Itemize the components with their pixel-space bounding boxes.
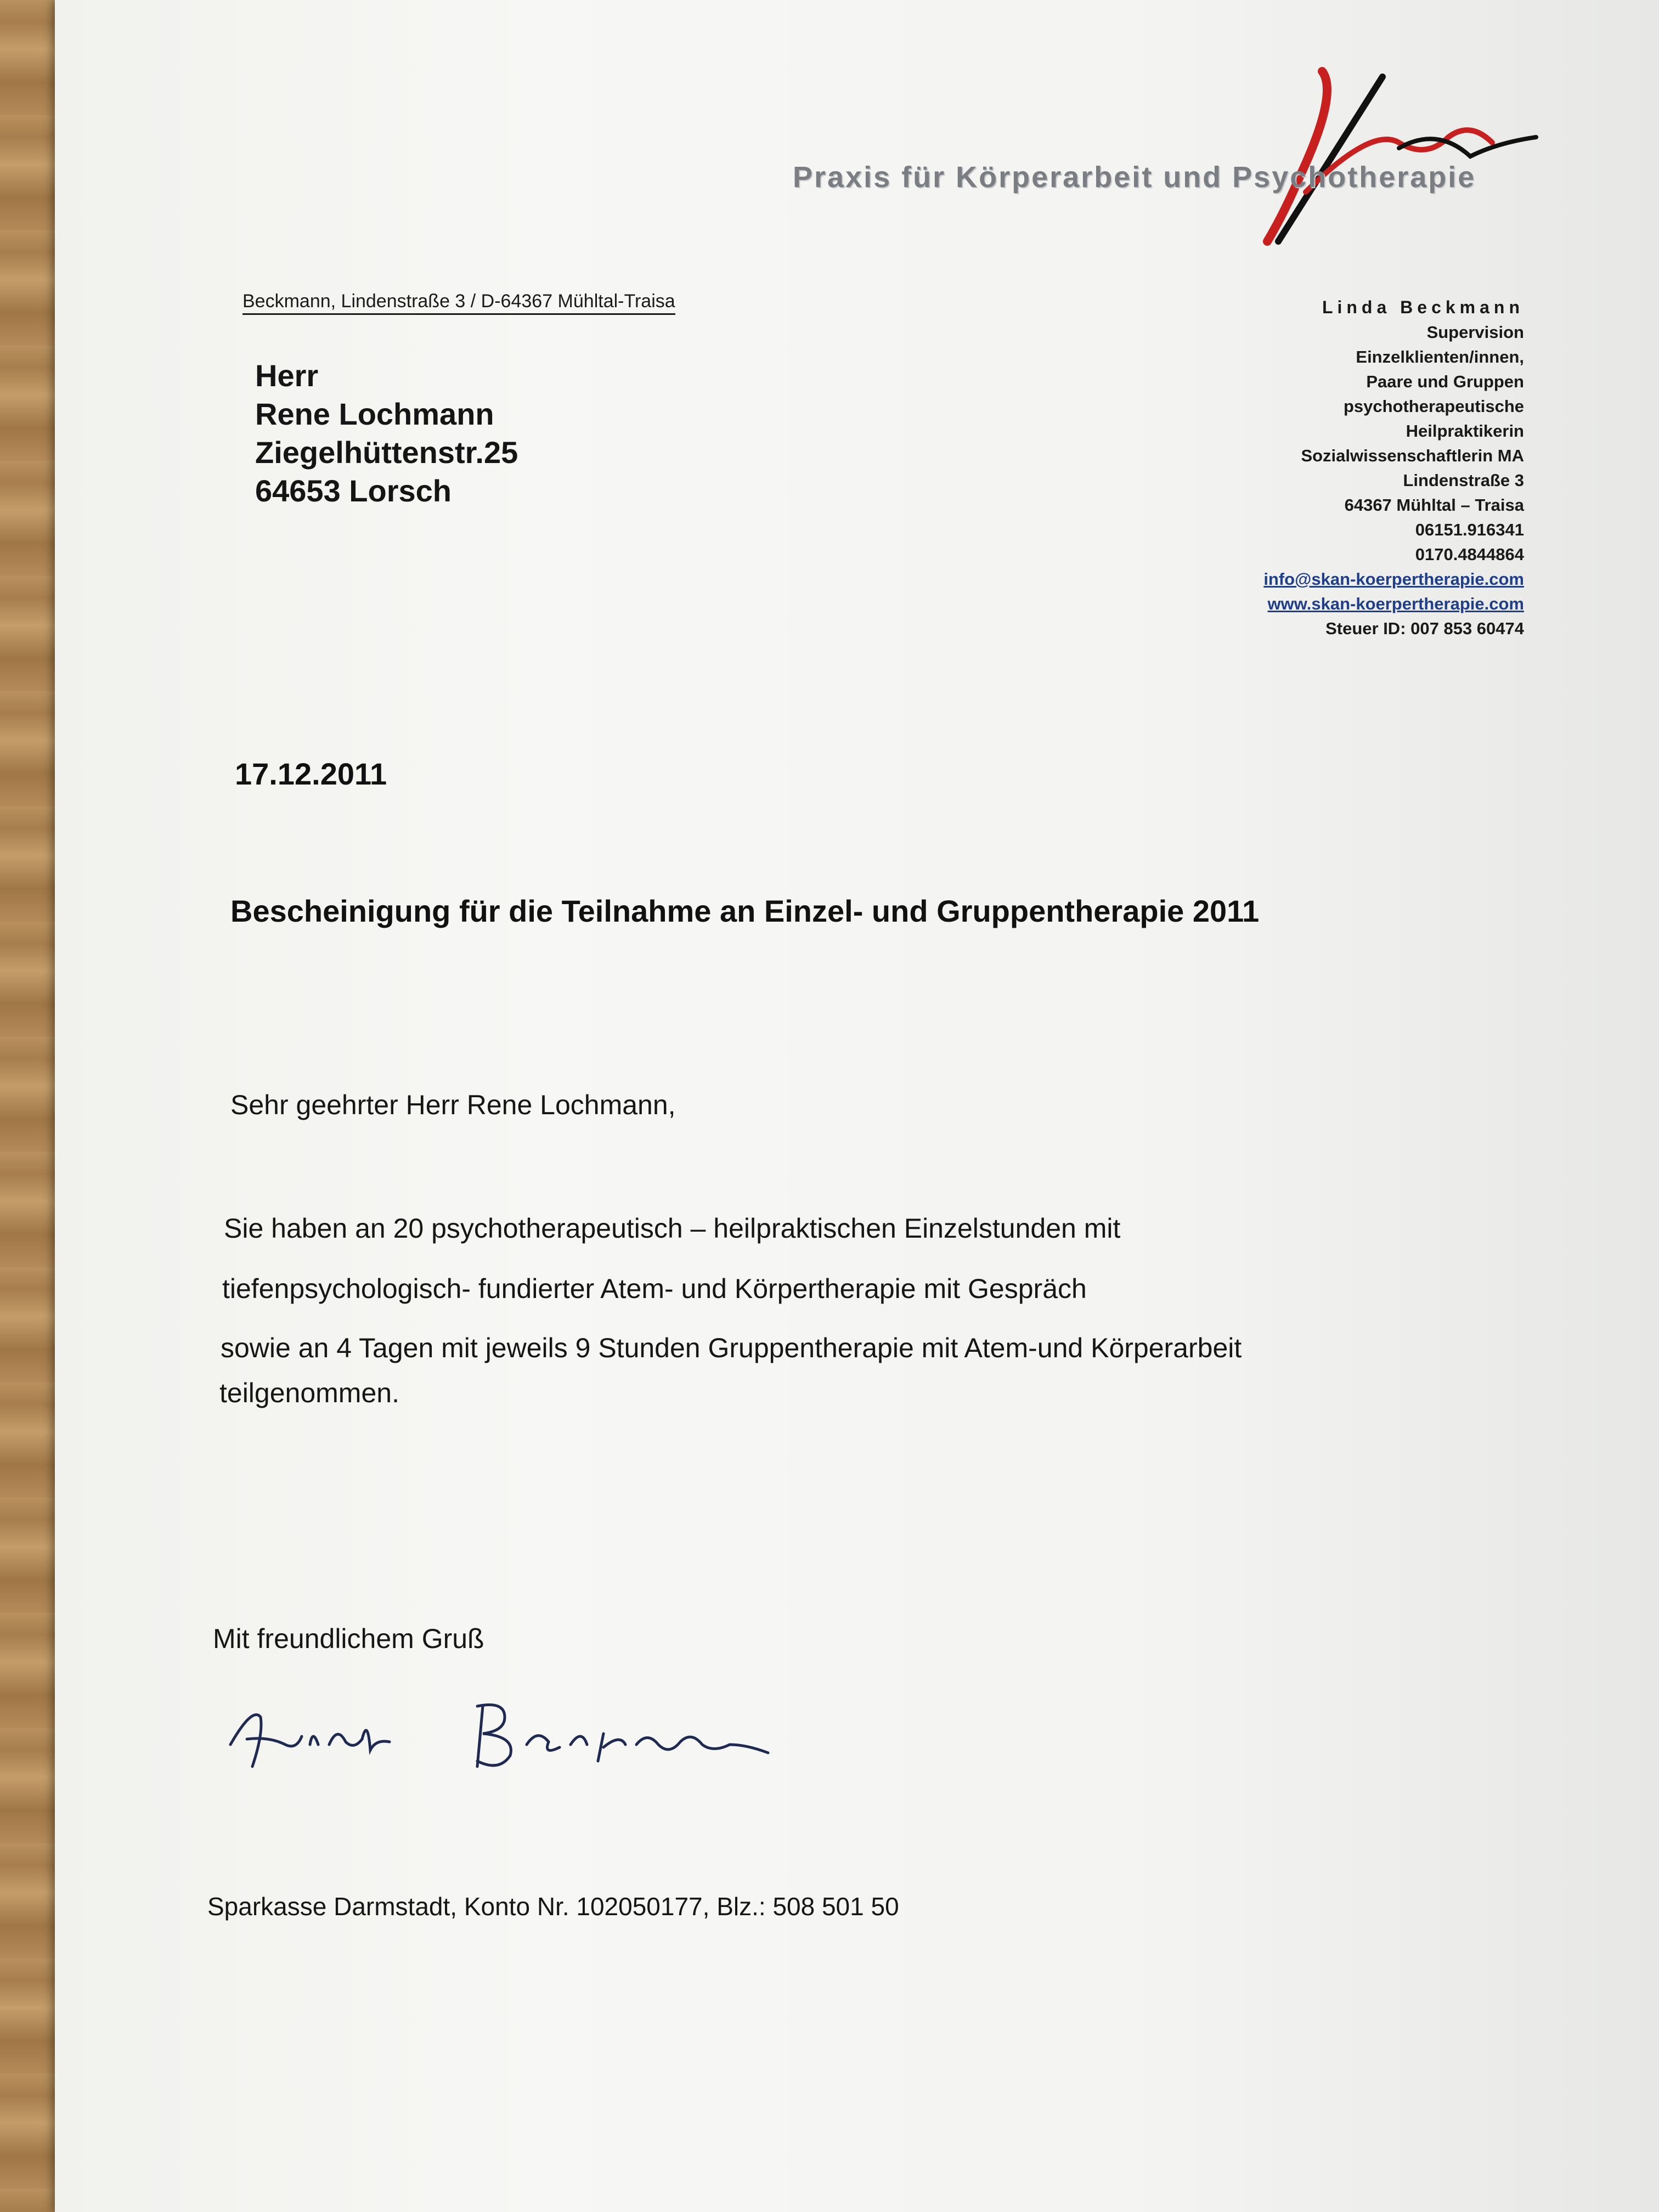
contact-street: Lindenstraße 3: [1403, 471, 1524, 490]
body-line: sowie an 4 Tagen mit jeweils 9 Stunden Gruppentherapie mit Atem-und Körperarbeit: [221, 1333, 1242, 1363]
handwritten-signature: [219, 1684, 801, 1783]
recipient-salutation: Herr: [255, 358, 319, 393]
recipient-name: Rene Lochmann: [255, 397, 494, 431]
recipient-city: 64653 Lorsch: [255, 473, 452, 508]
bank-details: Sparkasse Darmstadt, Konto Nr. 102050177, Blz.: 508 501 50: [207, 1892, 899, 1921]
contact-phone: 06151.916341: [1415, 520, 1524, 539]
contact-line-practitioner: Heilpraktikerin: [1406, 421, 1524, 441]
recipient-address: [255, 357, 518, 510]
closing-phrase: Mit freundlichem Gruß: [213, 1623, 484, 1654]
contact-web-link[interactable]: www.skan-koerpertherapie.com: [1267, 594, 1524, 613]
letter-greeting: Sehr geehrter Herr Rene Lochmann,: [230, 1090, 676, 1120]
contact-tax-id: Steuer ID: 007 853 60474: [1325, 619, 1524, 638]
contact-city: 64367 Mühltal – Traisa: [1344, 495, 1524, 515]
contact-line-clients: Einzelklienten/innen,: [1356, 347, 1524, 366]
recipient-street: Ziegelhüttenstr.25: [255, 435, 518, 470]
sender-return-address: Beckmann, Lindenstraße 3 / D-64367 Mühltal-Traisa: [242, 291, 675, 315]
body-line: teilgenommen.: [219, 1378, 399, 1408]
letter-subject: Bescheinigung für die Teilnahme an Einzel- und Gruppentherapie 2011: [230, 894, 1260, 928]
practice-title: Praxis für Körperarbeit und Psychotherapie: [793, 161, 1476, 194]
contact-email-link[interactable]: info@skan-koerpertherapie.com: [1263, 569, 1524, 589]
contact-line-groups: Paare und Gruppen: [1366, 372, 1524, 391]
letter-date: 17.12.2011: [235, 757, 387, 791]
contact-block: [1263, 295, 1524, 641]
practice-logo: [1141, 60, 1542, 258]
contact-line-degree: Sozialwissenschaftlerin MA: [1301, 446, 1524, 465]
contact-name: Linda Beckmann: [1322, 297, 1524, 317]
contact-mobile: 0170.4844864: [1415, 545, 1524, 564]
body-line: tiefenpsychologisch- fundierter Atem- und Körpertherapie mit Gespräch: [222, 1273, 1087, 1304]
contact-line-psychotherapeutic: psychotherapeutische: [1343, 397, 1524, 416]
body-line: Sie haben an 20 psychotherapeutisch – heilpraktischen Einzelstunden mit: [224, 1213, 1121, 1244]
contact-line-supervision: Supervision: [1426, 323, 1524, 342]
